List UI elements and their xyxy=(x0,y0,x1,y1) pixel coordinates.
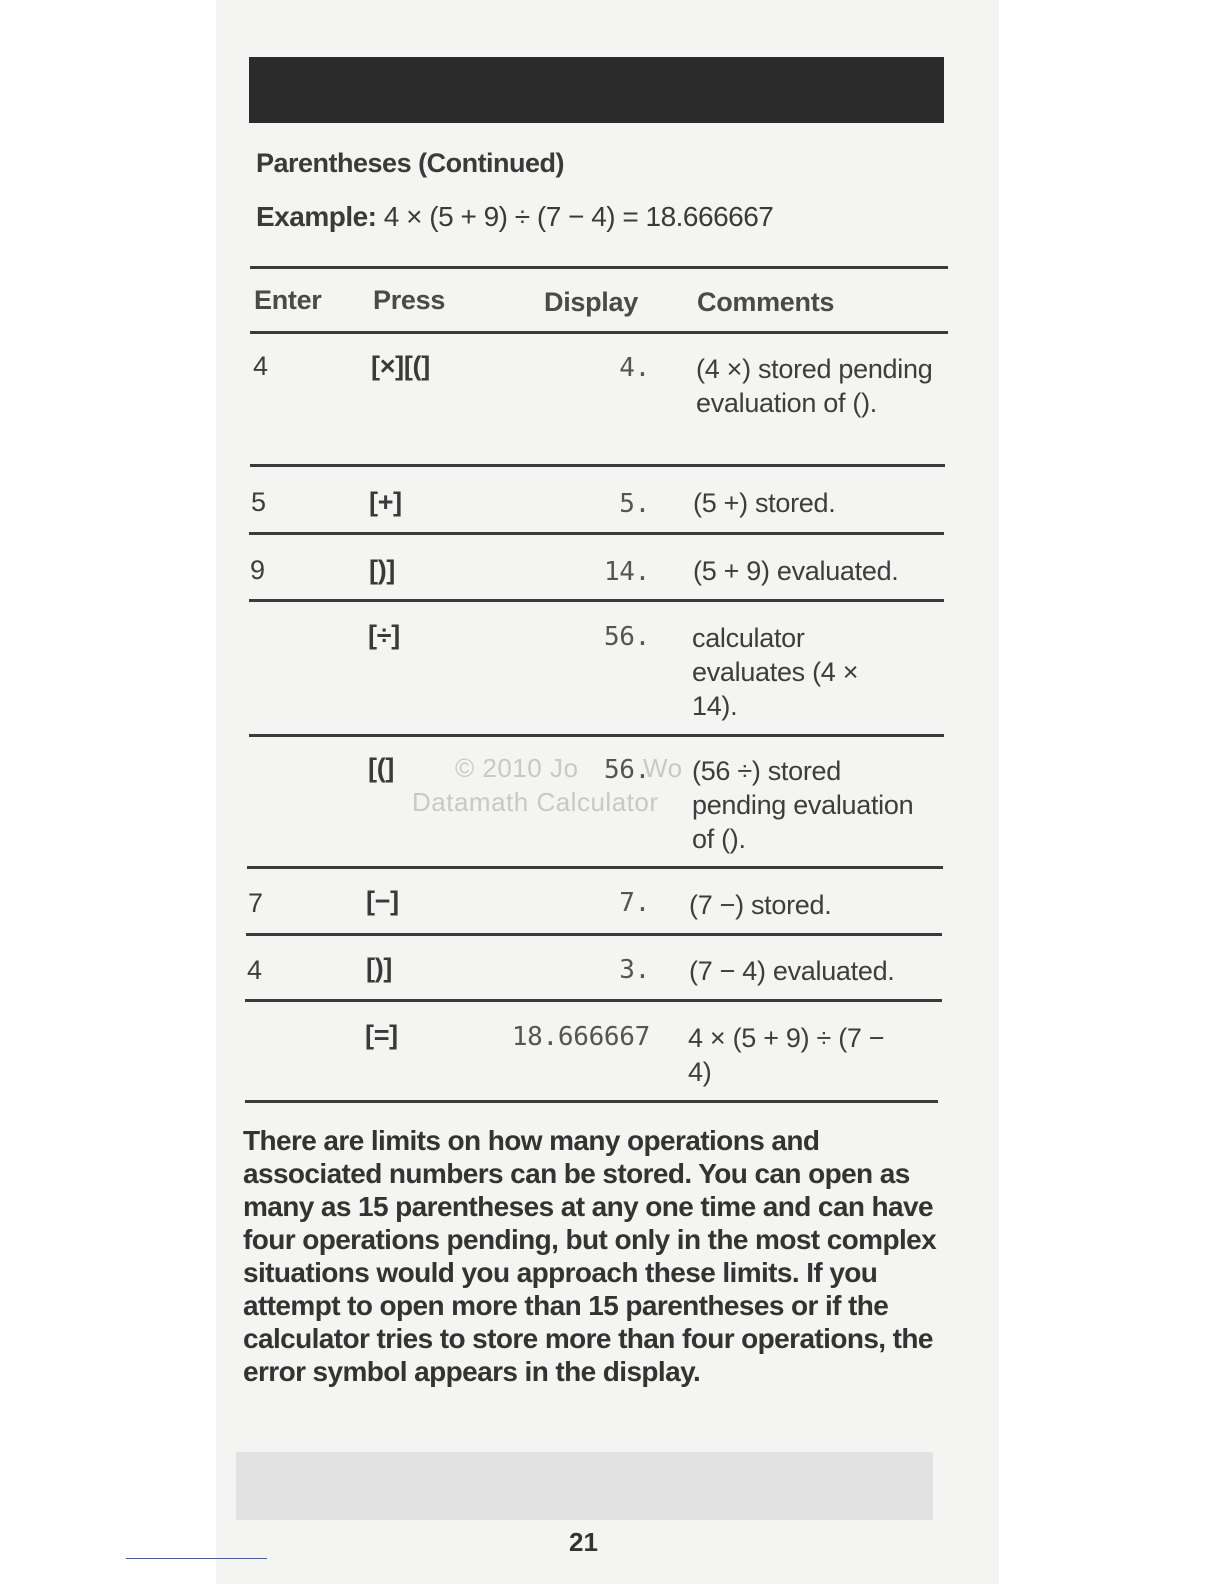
table-top-rule xyxy=(250,266,948,269)
row-enter: 4 xyxy=(253,351,268,381)
watermark-line2: Datamath Calculator xyxy=(412,787,659,817)
row-rule xyxy=(246,933,942,936)
row-rule xyxy=(249,532,944,535)
row-display: 14. xyxy=(603,557,650,587)
link-underline xyxy=(126,1558,267,1559)
row-display: 5. xyxy=(619,489,650,519)
header-comments: Comments xyxy=(697,287,835,317)
row-comment: (4 ×) stored pending evaluation of (). xyxy=(696,354,933,418)
row-rule xyxy=(247,866,943,869)
row-press: [=] xyxy=(365,1020,398,1050)
row-display: 56. xyxy=(603,755,650,785)
header-enter: Enter xyxy=(254,285,322,315)
row-display: 4. xyxy=(619,353,650,383)
row-comment: (5 +) stored. xyxy=(693,488,836,518)
watermark-line1: © 2010 Jo xyxy=(455,753,579,783)
row-comment: 4 × (5 + 9) ÷ (7 − 4) xyxy=(688,1023,885,1087)
row-comment: (7 − 4) evaluated. xyxy=(689,956,895,986)
table-bottom-rule xyxy=(245,1100,938,1103)
row-press: [)] xyxy=(366,953,393,983)
row-comment: (7 −) stored. xyxy=(689,890,832,920)
row-press: [−] xyxy=(366,886,399,916)
example-expression: 4 × (5 + 9) ÷ (7 − 4) = 18.666667 xyxy=(383,201,774,232)
page-number: 21 xyxy=(569,1527,598,1557)
example-line xyxy=(256,201,773,233)
row-display: 3. xyxy=(619,955,650,985)
row-display: 56. xyxy=(603,622,650,652)
row-press: [(] xyxy=(368,753,395,783)
row-enter: 7 xyxy=(248,888,263,918)
row-enter: 9 xyxy=(250,555,265,585)
row-display: 7. xyxy=(619,888,650,918)
watermark-line1b: Wo xyxy=(643,753,683,783)
header-rule xyxy=(250,331,948,334)
header-display: Display xyxy=(544,287,638,317)
row-press: [÷] xyxy=(368,620,400,650)
row-comment: (56 ÷) stored pending evaluation of (). xyxy=(692,756,914,854)
section-heading: Parentheses (Continued) xyxy=(256,148,565,178)
body-paragraph: There are limits on how many operations and associated numbers can be stored. You can open as many as 15 parentheses at any one time and can have four operations pending, but only in the most complex situations would you approach these limits. If you attempt to open more than 15 parentheses or if the calculator tries to store more than four operations, the error symbol appears in the display. xyxy=(243,1125,937,1387)
row-press: [)] xyxy=(369,555,396,585)
row-press: [×][(] xyxy=(371,351,430,381)
row-rule xyxy=(249,734,944,737)
row-comment: (5 + 9) evaluated. xyxy=(693,556,899,586)
row-enter: 5 xyxy=(251,487,266,517)
row-display: 18.666667 xyxy=(511,1022,650,1052)
row-rule xyxy=(245,999,942,1002)
header-bar xyxy=(249,57,944,123)
row-rule xyxy=(250,464,945,467)
example-label: Example: xyxy=(256,201,377,232)
header-press: Press xyxy=(373,285,446,315)
row-rule xyxy=(249,599,944,602)
row-comment: calculator evaluates (4 × 14). xyxy=(692,623,859,721)
row-press: [+] xyxy=(369,487,402,517)
footer-bar xyxy=(236,1452,933,1520)
row-enter: 4 xyxy=(247,955,262,985)
